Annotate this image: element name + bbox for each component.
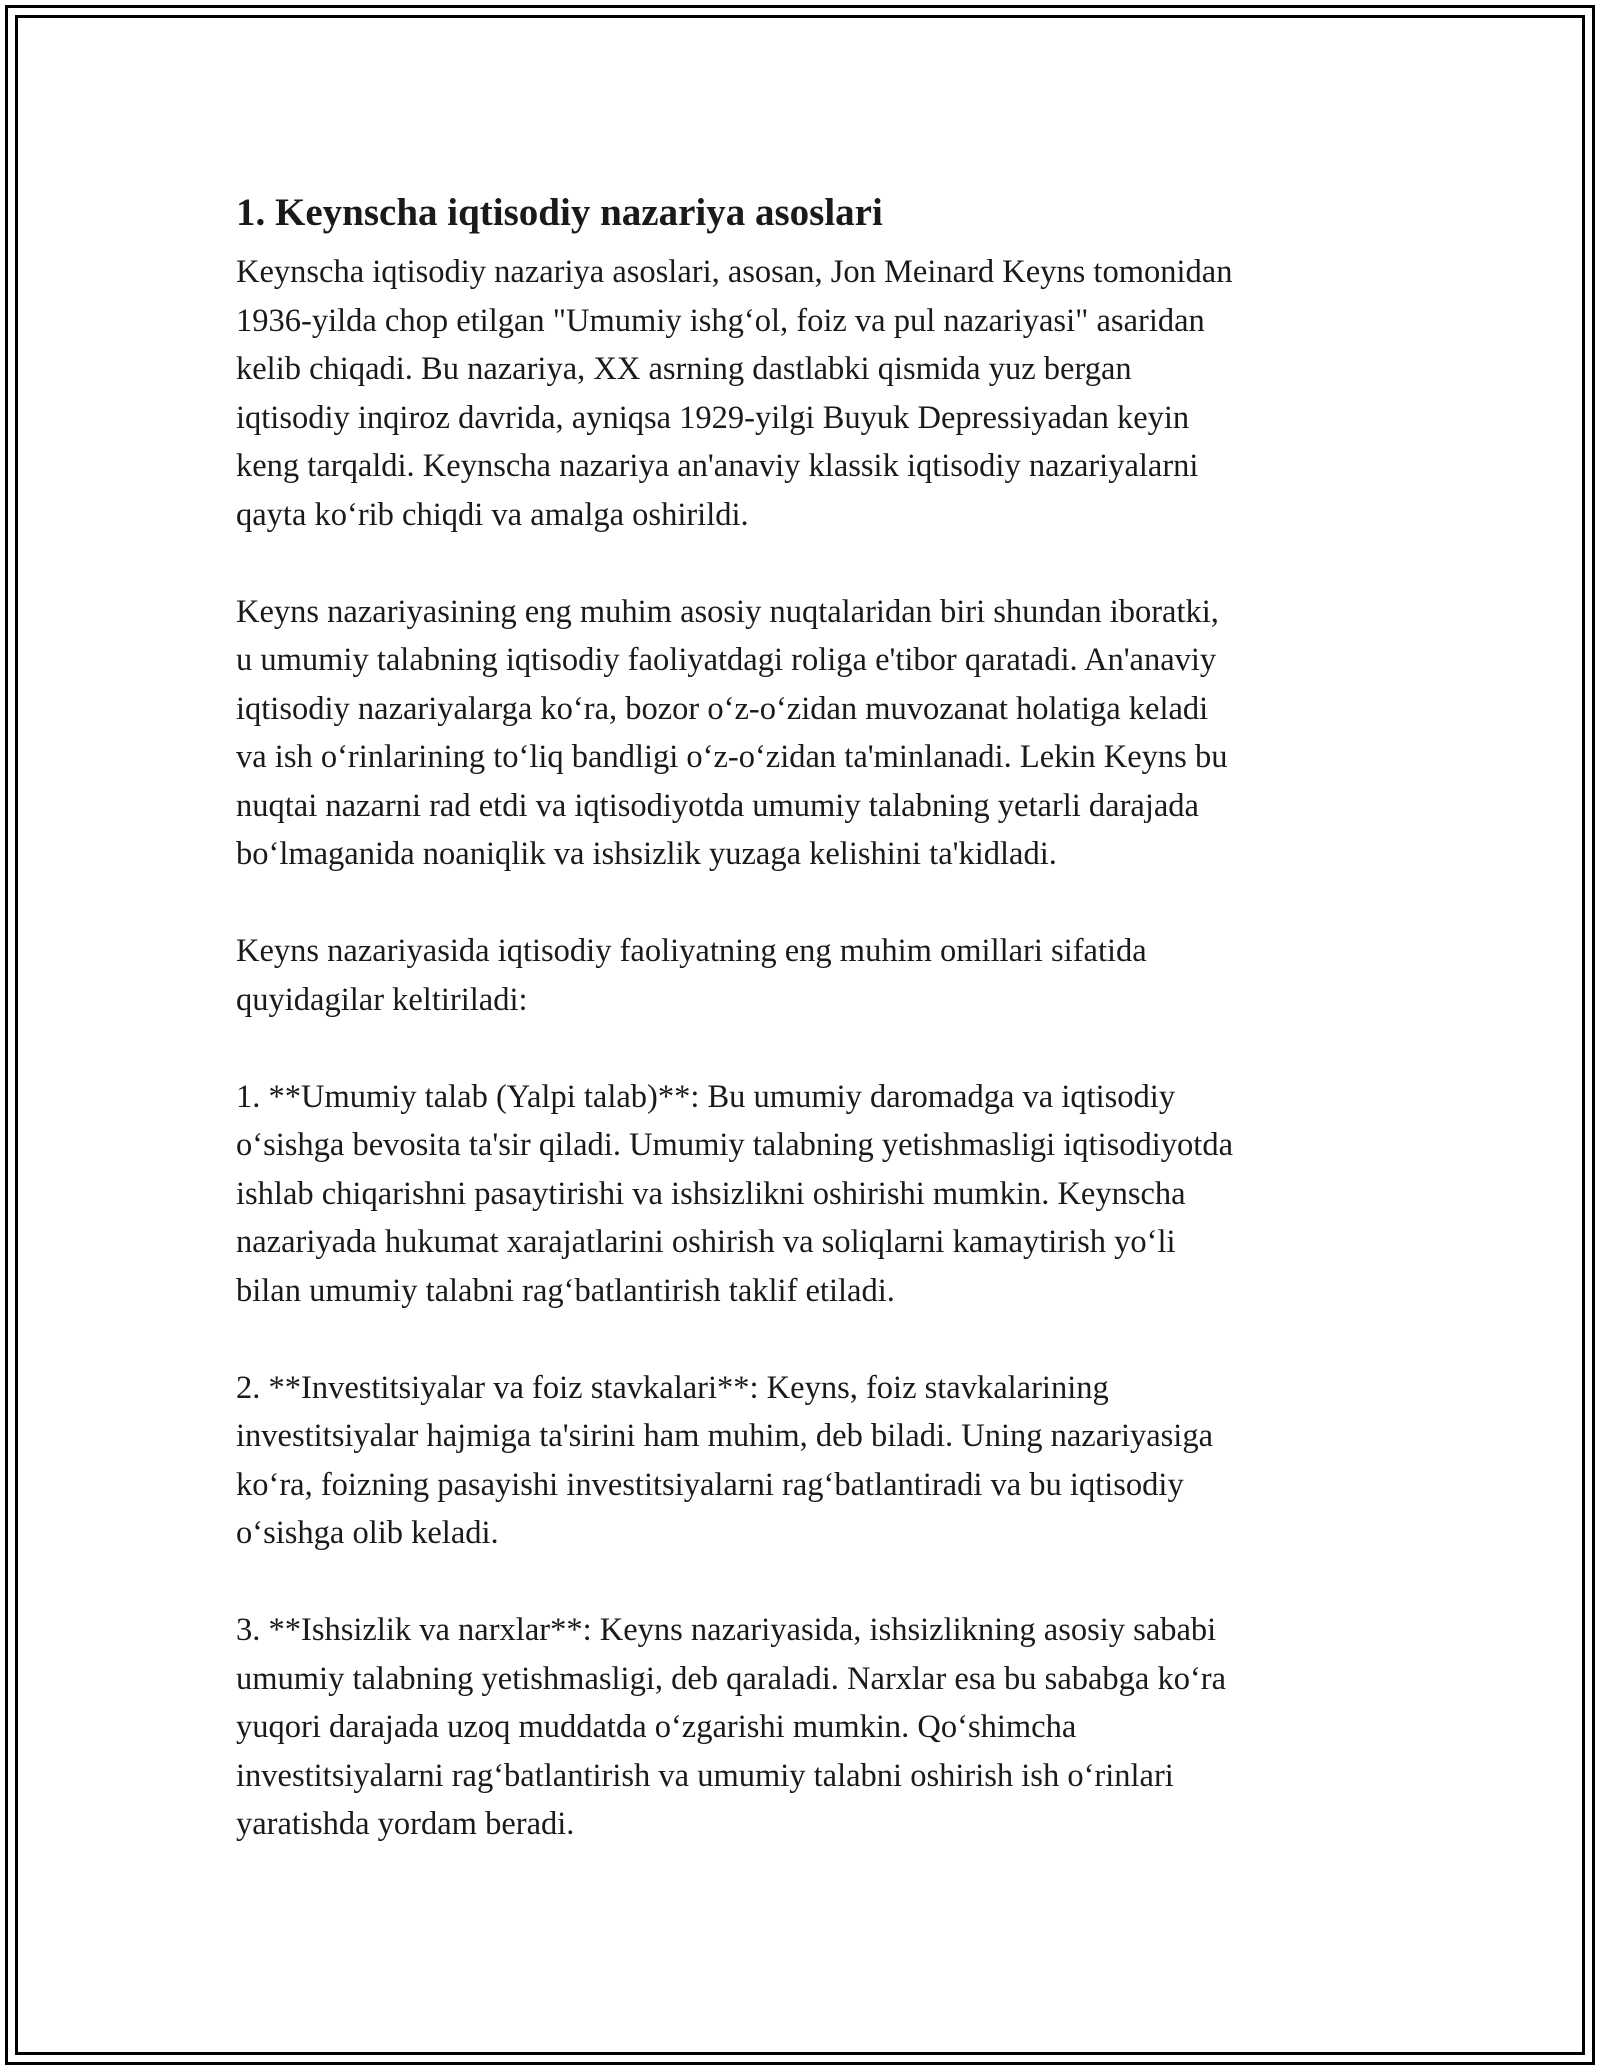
text-line: u umumiy talabning iqtisodiy faoliyatdagi roliga e'tibor qaratadi. An'anaviy [236,642,1217,678]
list-item-unemployment [236,1606,1366,1849]
text-line: yuqori darajada uzoq muddatda o‘zgarishi mumkin. Qo‘shimcha [236,1709,1077,1745]
text-line: 3. **Ishsizlik va narxlar**: Keyns nazariyasida, ishsizlikning asosiy sababi [236,1612,1217,1648]
text-line: ko‘ra, foizning pasayishi investitsiyalarni rag‘batlantiradi va bu iqtisodiy [236,1466,1184,1503]
paragraph-intro [236,248,1366,539]
text-line: Keyns nazariyasining eng muhim asosiy nuqtalaridan biri shundan iboratki, [236,593,1219,630]
text-line: quyidagilar keltiriladi: [236,981,528,1018]
text-line: bilan umumiy talabni rag‘batlantirish taklif etiladi. [236,1272,895,1309]
text-line: qayta ko‘rib chiqdi va amalga oshirildi. [236,496,749,533]
section-heading: 1. Keynscha iqtisodiy nazariya asoslari [236,191,883,234]
list-item-aggregate-demand [236,1073,1366,1316]
text-line: bo‘lmaganida noaniqlik va ishsizlik yuzaga kelishini ta'kidladi. [236,836,1057,872]
text-line: iqtisodiy inqiroz davrida, ayniqsa 1929-yilgi Buyuk Depressiyadan keyin [236,399,1190,436]
text-line: Keyns nazariyasida iqtisodiy faoliyatning eng muhim omillari sifatida [236,933,1147,969]
list-item-investment [236,1364,1366,1558]
text-line: o‘sishga olib keladi. [236,1515,499,1551]
text-line: ishlab chiqarishni pasaytirishi va ishsizlikni oshirishi mumkin. Keynscha [236,1175,1186,1212]
text-line: 1936-yilda chop etilgan "Umumiy ishg‘ol, foiz va pul nazariyasi" asaridan [236,302,1205,339]
text-line: nuqtai nazarni rad etdi va iqtisodiyotda umumiy talabning yetarli darajada [236,787,1199,824]
paragraph-factors-intro [236,927,1366,1024]
text-line: keng tarqaldi. Keynscha nazariya an'anaviy klassik iqtisodiy nazariyalarni [236,448,1199,484]
text-line: Keynscha iqtisodiy nazariya asoslari, asosan, Jon Meinard Keyns tomonidan [236,254,1233,290]
text-line: nazariyada hukumat xarajatlarini oshirish va soliqlarni kamaytirish yo‘li [236,1224,1176,1260]
paragraph-demand [236,588,1366,879]
text-line: va ish o‘rinlarining to‘liq bandligi o‘z-o‘zidan ta'minlanadi. Lekin Keyns bu [236,739,1228,775]
text-line: umumiy talabning yetishmasligi, deb qaraladi. Narxlar esa bu sababga ko‘ra [236,1660,1227,1697]
text-line: yaratishda yordam beradi. [236,1806,575,1842]
text-line: kelib chiqadi. Bu nazariya, XX asrning dastlabki qismida yuz bergan [236,351,1132,387]
text-line: 2. **Investitsiyalar va foiz stavkalari**: Keyns, foiz stavkalarining [236,1369,1109,1406]
text-line: investitsiyalar hajmiga ta'sirini ham muhim, deb biladi. Uning nazariyasiga [236,1418,1214,1454]
text-line: investitsiyalarni rag‘batlantirish va umumiy talabni oshirish ish o‘rinlari [236,1757,1174,1794]
text-line: 1. **Umumiy talab (Yalpi talab)**: Bu umumiy daromadga va iqtisodiy [236,1078,1176,1115]
text-line: iqtisodiy nazariyalarga ko‘ra, bozor o‘z-o‘zidan muvozanat holatiga keladi [236,690,1209,727]
document-body [236,180,1366,1897]
text-line: o‘sishga bevosita ta'sir qiladi. Umumiy talabning yetishmasligi iqtisodiyotda [236,1127,1233,1163]
